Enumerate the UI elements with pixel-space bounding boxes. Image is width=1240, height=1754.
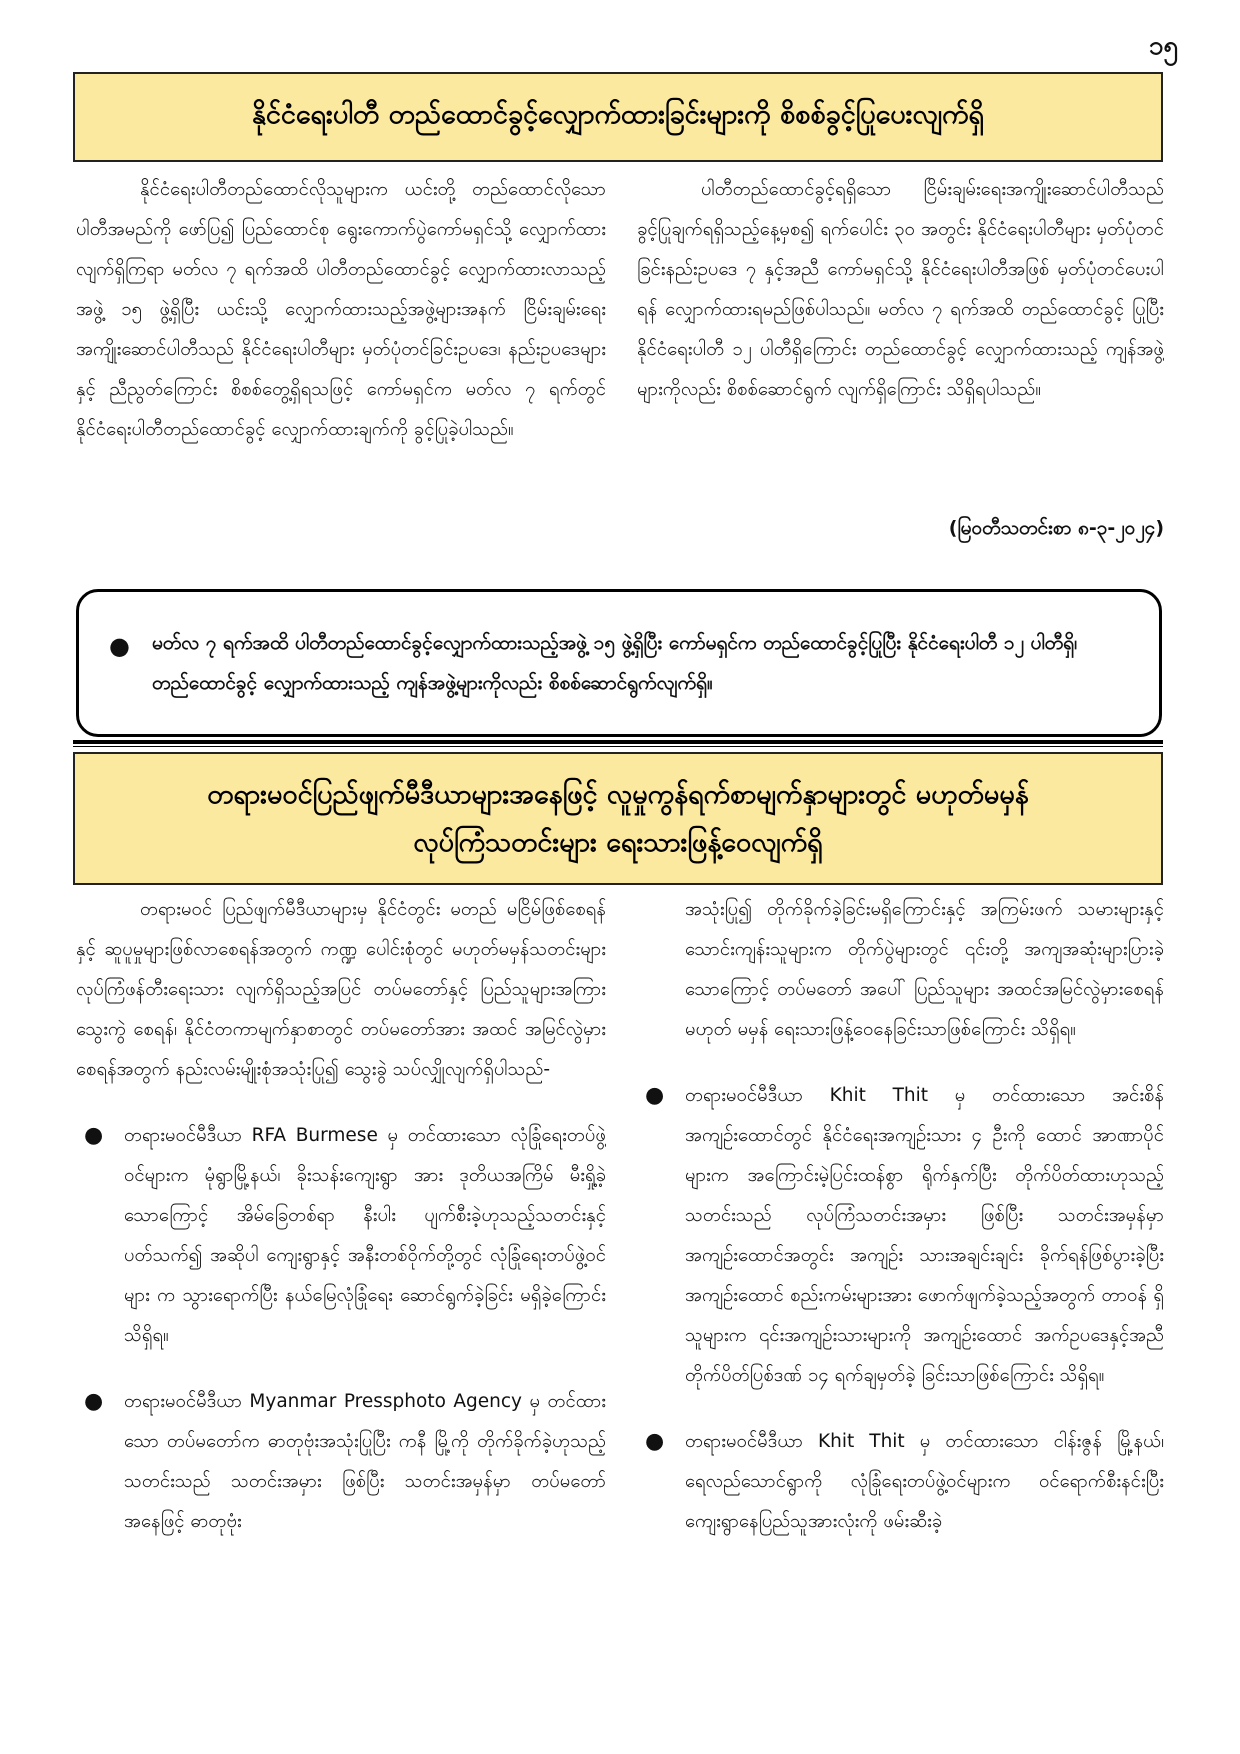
article1-headline [73, 72, 1163, 162]
bullet-icon: ● [84, 1389, 104, 1414]
bullet-icon: ● [645, 1083, 665, 1108]
article2-bullet4: တရားမဝင်မီဒီယာ Khit Thit မှ တင်ထားသော ငါန်းဇွန် မြို့နယ်၊ ရေလည်သောင်ရွာကို လုံခြုံရေးတပ်ဖွဲ့ဝင်များက ဝင်ရောက်စီးနင်းပြီး ကျေးရွာနေပြည်သူအားလုံးကို ဖမ်းဆီးခဲ့ [685, 1431, 1164, 1532]
article2-intro: တရားမဝင် ပြည်ဖျက်မီဒီယာများမှ နိုင်ငံတွင်း မတည် မငြိမ်ဖြစ်စေရန်နှင့် ဆူပူမှုများဖြစ်လာစေရန်အတွက် ကဏ္ဍ ပေါင်းစုံတွင် မဟုတ်မမှန်သတင်းများ လုပ်ကြံဖန်တီးရေးသား လျက်ရှိသည့်အပြင် တပ်မတော်နှင့် ပြည်သူများအကြား သွေးကွဲ စေရန်၊ နိုင်ငံတကာမျက်နှာစာတွင် တပ်မတော်အား အထင် အမြင်လွဲမှားစေရန်အတွက် နည်းလမ်းမျိုးစုံအသုံးပြု၍ သွေးခွဲ သပ်လျှိုလျက်ရှိပါသည်- [76, 899, 606, 1080]
bullet-icon: ● [84, 1123, 104, 1148]
list-item [76, 1382, 606, 1542]
list-item [76, 1116, 606, 1356]
article2-bullet3: တရားမဝင်မီဒီယာ Khit Thit မှ တင်ထားသော အင်းစိန် အကျဉ်းထောင်တွင် နိုင်ငံရေးအကျဉ်းသား ၄ ဦးကို ထောင် အာဏာပိုင်များက အကြောင်းမဲ့ပြင်းထန်စွာ ရိုက်နှက်ပြီး တိုက်ပိတ်ထားဟုသည့်သတင်းသည် လုပ်ကြံသတင်းအမှား ဖြစ်ပြီး သတင်းအမှန်မှာ အကျဉ်းထောင်အတွင်း အကျဉ်း သားအချင်းချင်း ခိုက်ရန်ဖြစ်ပွားခဲ့ပြီး အကျဉ်းထောင် စည်းကမ်းများအား ဖောက်ဖျက်ခဲ့သည့်အတွက် တာဝန် ရှိသူများက ၎င်းအကျဉ်းသားများကို အကျဉ်းထောင် အက်ဥပဒေနှင့်အညီ တိုက်ပိတ်ပြစ်ဒဏ် ၁၄ ရက်ချမှတ်ခဲ့ ခြင်းသာဖြစ်ကြောင်း သိရှိရ။ [685, 1085, 1164, 1386]
section-divider [73, 740, 1163, 744]
article2-headline-line2: လုပ်ကြံသတင်းများ ရေးသားဖြန့်ဝေလျက်ရှိ [413, 826, 823, 858]
article2-headline [73, 752, 1163, 885]
article1-right-column [637, 170, 1164, 530]
article2-left-column [76, 890, 606, 1750]
article1-left-paragraph: နိုင်ငံရေးပါတီတည်ထောင်လိုသူများက ယင်းတို့ တည်ထောင်လိုသော ပါတီအမည်ကို ဖော်ပြ၍ ပြည်ထောင်စု ရွေးကောက်ပွဲကော်မရှင်သို့ လျှောက်ထားလျက်ရှိကြရာ မတ်လ ၇ ရက်အထိ ပါတီတည်ထောင်ခွင့် လျှောက်ထားလာသည့် အဖွဲ့ ၁၅ ဖွဲ့ရှိပြီး ယင်းသို့ လျှောက်ထားသည့်အဖွဲ့များအနက် ငြိမ်းချမ်းရေးအကျိုးဆောင်ပါတီသည် နိုင်ငံရေးပါတီများ မှတ်ပုံတင်ခြင်းဥပဒေ၊ နည်းဥပဒေများနှင့် ညီညွတ်ကြောင်း စိစစ်တွေ့ရှိရသဖြင့် ကော်မရှင်က မတ်လ ၇ ရက်တွင် နိုင်ငံရေးပါတီတည်ထောင်ခွင့် လျှောက်ထားချက်ကို ခွင့်ပြုခဲ့ပါသည်။ [76, 179, 606, 440]
continuation-block [637, 890, 1164, 1050]
bullet-icon: ● [645, 1429, 665, 1454]
summary-text: မတ်လ ၇ ရက်အထိ ပါတီတည်ထောင်ခွင့်လျှောက်ထားသည့်အဖွဲ့ ၁၅ ဖွဲ့ရှိပြီး ကော်မရှင်က တည်ထောင်ခွင့်ပြုပြီး နိုင်ငံရေးပါတီ ၁၂ ပါတီရှိ၊ တည်ထောင်ခွင့် လျှောက်ထားသည့် ကျန်အဖွဲ့များကိုလည်း စိစစ်ဆောင်ရွက်လျက်ရှိ။ [151, 632, 1078, 694]
list-item [637, 1076, 1164, 1396]
article1-left-column [76, 170, 606, 570]
bullet-icon: ● [109, 632, 130, 660]
article1-headline-text: နိုင်ငံရေးပါတီ တည်ထောင်ခွင့်လျှောက်ထားခြင်းများကို စိစစ်ခွင့်ပြုပေးလျက်ရှိ [251, 99, 985, 130]
article2-right-continuation: အသုံးပြု၍ တိုက်ခိုက်ခဲ့ခြင်းမရှိကြောင်းနှင့် အကြမ်းဖက် သမားများနှင့် သောင်းကျန်းသူများက တိုက်ပွဲများတွင် ၎င်းတို့ အကျအဆုံးများပြားခဲ့သောကြောင့် တပ်မတော် အပေါ် ပြည်သူများ အထင်အမြင်လွဲမှားစေရန် မဟုတ် မမှန် ရေးသားဖြန့်ဝေနေခြင်းသာဖြစ်ကြောင်း သိရှိရ။ [685, 899, 1164, 1040]
article2-bullet2: တရားမဝင်မီဒီယာ Myanmar Pressphoto Agency မှ တင်ထားသော တပ်မတော်က ဓာတုဗုံးအသုံးပြုပြီး ကနီ မြို့ကို တိုက်ခိုက်ခဲ့ဟုသည့်သတင်းသည် သတင်းအမှား ဖြစ်ပြီး သတင်းအမှန်မှာ တပ်မတော်အနေဖြင့် ဓာတုဗုံး [124, 1391, 606, 1532]
section-divider-thin [73, 746, 1163, 747]
article2-headline-line1: တရားမဝင်ပြည်ဖျက်မီဒီယာများအနေဖြင့် လူမှုကွန်ရက်စာမျက်နှာများတွင် မဟုတ်မမှန် [207, 778, 1029, 810]
article2-right-column [637, 890, 1164, 1750]
list-item [637, 1422, 1164, 1542]
article2-bullet1: တရားမဝင်မီဒီယာ RFA Burmese မှ တင်ထားသော လုံခြုံရေးတပ်ဖွဲ့ဝင်များက မုံရွာမြို့နယ်၊ ခိုးသန်းကျေးရွာ အား ဒုတိယအကြိမ် မီးရှို့ခဲ့သောကြောင့် အိမ်ခြေတစ်ရာ နီးပါး ပျက်စီးခဲ့ဟုသည့်သတင်းနှင့်ပတ်သက်၍ အဆိုပါ ကျေးရွာနှင့် အနီးတစ်ဝိုက်တို့တွင် လုံခြုံရေးတပ်ဖွဲ့ဝင်များ က သွားရောက်ပြီး နယ်မြေလုံခြုံရေး ဆောင်ရွက်ခဲ့ခြင်း မရှိခဲ့ကြောင်း သိရှိရ။ [124, 1125, 606, 1346]
page-number: ၁၅ [1148, 31, 1178, 61]
summary-box [76, 589, 1162, 737]
article1-right-paragraph: ပါတီတည်ထောင်ခွင့်ရရှိသော ငြိမ်းချမ်းရေးအကျိုးဆောင်ပါတီသည် ခွင့်ပြုချက်ရရှိသည့်နေ့မှစ၍ ရက်ပေါင်း ၃၀ အတွင်း နိုင်ငံရေးပါတီများ မှတ်ပုံတင်ခြင်းနည်းဥပဒေ ၇ နှင့်အညီ ကော်မရှင်သို့ နိုင်ငံရေးပါတီအဖြစ် မှတ်ပုံတင်ပေးပါရန် လျှောက်ထားရမည်ဖြစ်ပါသည်။ မတ်လ ၇ ရက်အထိ တည်ထောင်ခွင့် ပြုပြီး နိုင်ငံရေးပါတီ ၁၂ ပါတီရှိကြောင်း တည်ထောင်ခွင့် လျှောက်ထားသည့် ကျန်အဖွဲ့များကိုလည်း စိစစ်ဆောင်ရွက် လျက်ရှိကြောင်း သိရှိရပါသည်။ [637, 179, 1164, 400]
article1-source: (မြဝတီသတင်းစာ ၈-၃-၂၀၂၄) [948, 517, 1164, 539]
